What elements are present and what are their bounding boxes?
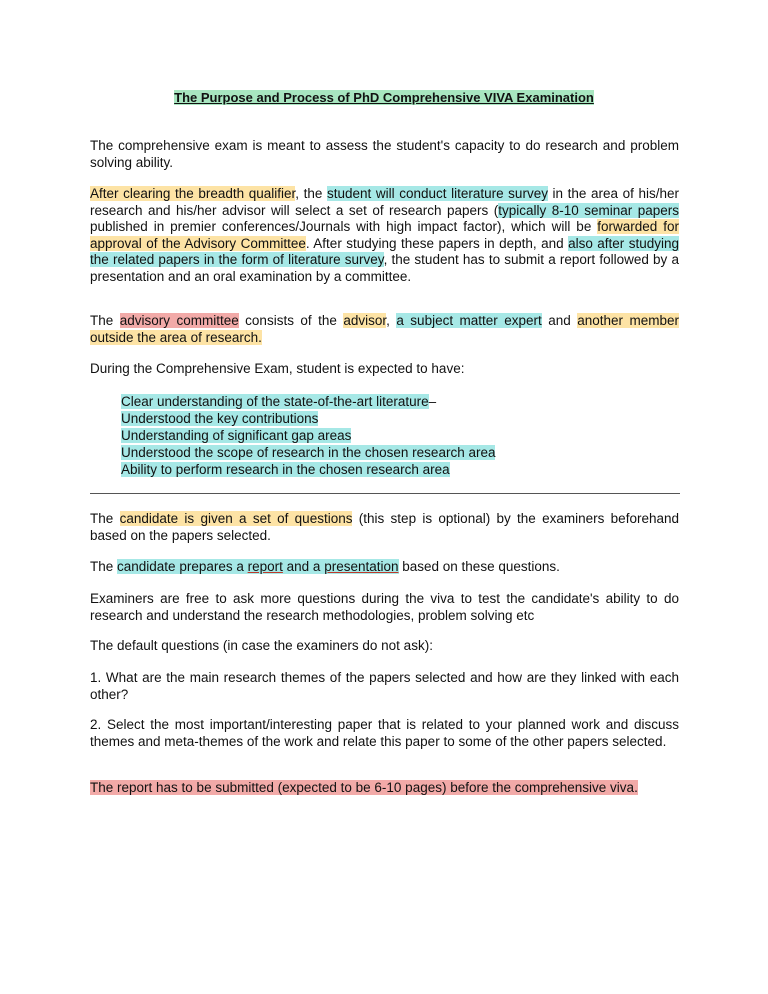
expectations-list <box>121 393 495 478</box>
question-1: 1. What are the main research themes of the papers selected and how are they linked with each other? <box>90 670 679 702</box>
page-title: The Purpose and Process of PhD Comprehensive VIVA Examination <box>174 90 594 105</box>
examiners-paragraph: Examiners are free to ask more questions during the viva to test the candidate's ability to do research and understand the research methodologies, problem solving etc <box>90 591 679 623</box>
list-item: Ability to perform research in the chosen research area <box>121 462 450 477</box>
report-paragraph: The candidate prepares a report and a presentation based on these questions. <box>90 559 560 574</box>
list-item: Understanding of significant gap areas <box>121 428 352 443</box>
expectations-intro: During the Comprehensive Exam, student is expected to have: <box>90 361 465 376</box>
intro-paragraph: The comprehensive exam is meant to assess the student's capacity to do research and problem solving ability. <box>90 138 679 170</box>
committee-paragraph: The advisory committee consists of the advisor, a subject matter expert and another member outside the area of research. <box>90 313 679 345</box>
list-item: Understood the scope of research in the chosen research area <box>121 445 496 460</box>
list-item: Understood the key contributions <box>121 411 319 426</box>
questions-paragraph: The candidate is given a set of questions (this step is optional) by the examiners beforehand based on the papers selected. <box>90 511 679 543</box>
section-divider <box>90 493 680 494</box>
question-2: 2. Select the most important/interesting paper that is related to your planned work and discuss themes and meta-themes of the work and relate this paper to some of the other papers selected. <box>90 717 679 749</box>
default-questions-intro: The default questions (in case the examiners do not ask): <box>90 638 433 653</box>
process-paragraph: After clearing the breadth qualifier, the student will conduct literature survey in the area of his/her research and his/her advisor will select a set of research papers (typically 8-10 seminar papers published in premier conferences/Journals with high impact factor), which will be forwarded for approval of the Advisory Committee. After studying these papers in depth, and also after studying the related papers in the form of literature survey, the student has to submit a report followed by a presentation and an oral examination by a committee. <box>90 186 680 284</box>
final-note: The report has to be submitted (expected to be 6-10 pages) before the comprehensive viva. <box>90 780 638 795</box>
list-item: Clear understanding of the state-of-the-art literature– <box>121 394 437 409</box>
